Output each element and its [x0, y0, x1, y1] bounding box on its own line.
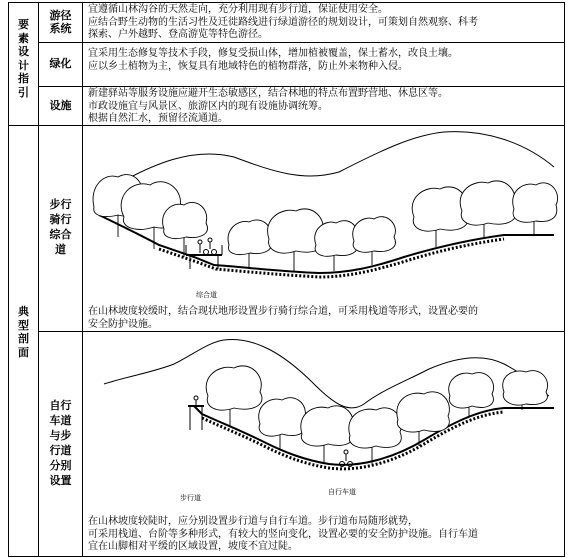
table-bottom-border: [8, 556, 564, 557]
tree-right-2: [460, 181, 516, 239]
tree-hill-6: [449, 373, 494, 416]
tree-right-3: [513, 183, 558, 235]
category-typical-section: 典 型 剖 面: [18, 305, 29, 359]
separate-paths-section-drawing: [84, 334, 562, 512]
table-right-border: [564, 2, 565, 557]
row-divider-3: [38, 331, 564, 332]
cyclist-figure: [204, 238, 217, 255]
facilities-text: [88, 88, 560, 126]
tree-hill-2: [259, 398, 306, 449]
subtitle-separate-paths: 自行 车道 与步 行道 分别 设置: [49, 399, 72, 487]
text-line: 可采用栈道、台阶等多种形式，有较大的竖向变化，设置必要的安全防护设施。自行车道: [88, 528, 478, 540]
tree-right-1: [412, 187, 468, 247]
text-line: 宜遵循山林沟谷的天然走向，充分利用现有步行道，保证使用安全。: [88, 4, 388, 15]
tree-mid-4: [353, 217, 396, 265]
text-line: 在山林坡度较缓时，结合现状地形设置步行骑行综合道，可采用栈道等形式，设置必要的: [88, 306, 478, 317]
text-line: 在山林坡度较陡时，应分别设置步行道与自行车道。步行道布局随形就势，: [88, 516, 418, 527]
figure-label-combined-path: 综合道: [196, 291, 217, 299]
text-line: 根据自然汇水，预留径流通道。: [88, 113, 228, 124]
text-line: 新建驿站等服务设施应避开生态敏感区，结合林地的特点布置野营地、休息区等。: [88, 88, 448, 99]
subtitle-divider: [82, 2, 83, 557]
text-line: 探索、户外越野、登高游览等特色游径。: [88, 29, 268, 40]
combined-path-section-drawing: [84, 127, 562, 304]
row-divider-2: [38, 86, 564, 87]
pedestrian-figure: [194, 396, 198, 406]
figure-label-bike-lane: 自行车道: [328, 488, 356, 496]
subtitle-greening: 绿化: [49, 57, 72, 70]
tree-mid-3: [315, 221, 358, 271]
text-line: 宜在山脚相对平缓的区域设置，坡度不宜过陡。: [88, 541, 298, 552]
subtitle-trail-system: 游径 系统: [49, 9, 72, 35]
category-design-guide: 要 素 设 计 指 引: [18, 18, 29, 99]
text-line: 安全防护设施。: [88, 318, 158, 330]
text-line: 宜采用生态修复等技术手段，修复受损山体，增加植被覆盖，保土蓄水，改良土壤。: [88, 48, 458, 59]
subtitle-facilities: 设施: [49, 99, 72, 112]
trail-system-text: [88, 4, 560, 42]
tree-hill-5: [397, 392, 450, 446]
row-divider-1: [38, 42, 564, 43]
text-line: 应以乡土植物为主，恢复具有地域特色的植物群落，防止外来物种入侵。: [88, 60, 408, 72]
text-line: 市政设施宜与风景区、旅游区内的现有设施协调统筹。: [88, 100, 328, 112]
tree-hill-7: [503, 371, 548, 410]
tree-hill-1: [206, 366, 262, 426]
table-top-border: [8, 2, 564, 3]
pedestrian-figure: [198, 240, 202, 253]
figure-label-pedestrian-path: 步行道: [180, 494, 201, 502]
separate-paths-text: [88, 516, 560, 554]
greening-text: [88, 48, 560, 73]
subtitle-combined-path: 步行 骑行 综合 道: [49, 198, 72, 256]
tree-mid-1: [228, 220, 271, 267]
combined-path-text: [88, 306, 560, 331]
text-line: 应结合野生动物的生活习性及迁徙路线进行绿道游径的规划设计，可策划自然观察、科考: [88, 16, 478, 28]
